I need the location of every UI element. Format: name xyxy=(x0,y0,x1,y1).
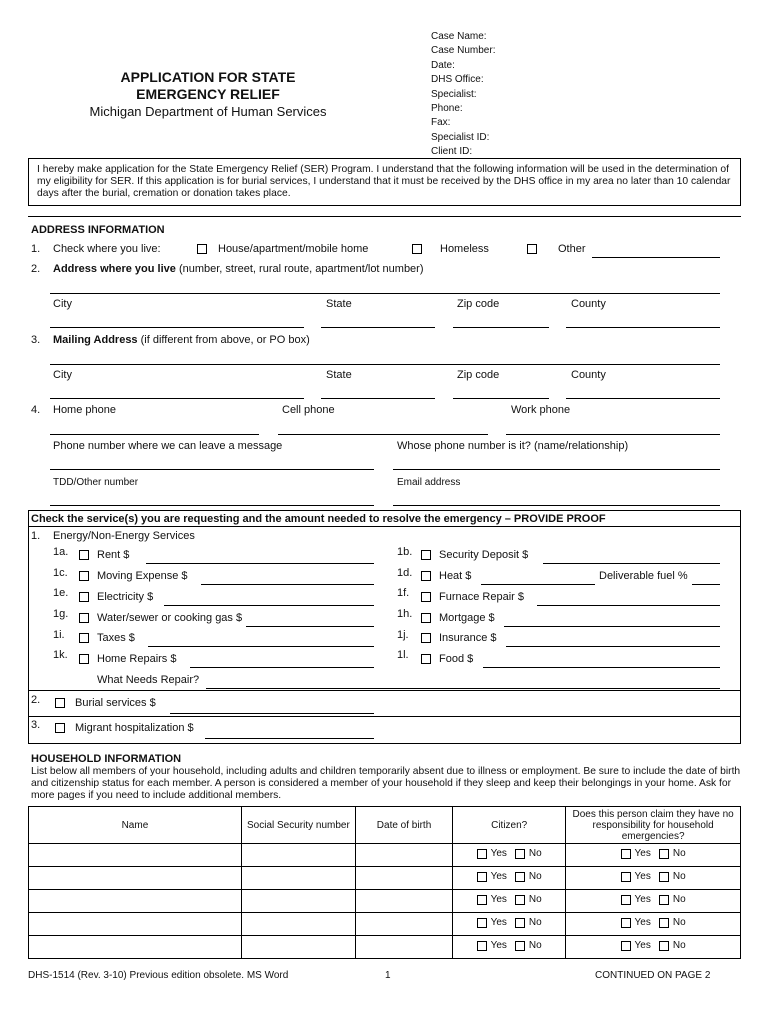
what-repair-input[interactable] xyxy=(206,688,720,689)
service-code-1g: 1g. xyxy=(53,608,69,620)
furnace-amount-input[interactable] xyxy=(537,605,720,606)
other-label: Other xyxy=(558,243,586,255)
citizen-no-checkbox[interactable] xyxy=(515,895,525,905)
mail-city-label: City xyxy=(53,369,72,381)
member-name-cell[interactable] xyxy=(29,844,242,867)
migrant-amount-input[interactable] xyxy=(205,738,374,739)
q3-label-bold: Mailing Address xyxy=(53,334,138,346)
responsibility-yes-option[interactable] xyxy=(621,871,651,882)
rent-amount-input[interactable] xyxy=(146,563,374,564)
services-heading-divider xyxy=(28,526,741,527)
service-code-1e: 1e. xyxy=(53,587,69,599)
home-phone-label: Home phone xyxy=(53,404,116,416)
citizen-yes-option[interactable] xyxy=(477,917,507,928)
citizen-yes-option[interactable] xyxy=(477,848,507,859)
home-repairs-label: Home Repairs $ xyxy=(97,653,177,665)
member-dob-cell[interactable] xyxy=(355,867,452,890)
col-citizen: Citizen? xyxy=(453,807,566,844)
q3-number: 3. xyxy=(31,334,41,346)
taxes-label: Taxes $ xyxy=(97,632,135,644)
fax-label: Fax: xyxy=(431,117,451,128)
citizen-no-label: No xyxy=(528,871,542,883)
q1-label: Check where you live: xyxy=(53,243,161,255)
responsibility-no-checkbox[interactable] xyxy=(659,941,669,951)
responsibility-no-label: No xyxy=(672,848,686,860)
taxes-checkbox[interactable] xyxy=(79,633,89,643)
citizen-yes-checkbox[interactable] xyxy=(477,918,487,928)
service-code-1h: 1h. xyxy=(397,608,413,620)
citizen-no-option[interactable] xyxy=(515,917,542,928)
member-ssn-cell[interactable] xyxy=(241,913,355,936)
responsibility-no-label: No xyxy=(672,917,686,929)
moving-checkbox[interactable] xyxy=(79,571,89,581)
citizen-no-label: No xyxy=(528,917,542,929)
energy-label: Energy/Non-Energy Services xyxy=(53,530,195,542)
responsibility-yes-option[interactable] xyxy=(621,940,651,951)
citizen-no-checkbox[interactable] xyxy=(515,918,525,928)
burial-number: 2. xyxy=(31,694,41,706)
citizen-no-option[interactable] xyxy=(515,848,542,859)
citizen-yes-label: Yes xyxy=(490,894,507,906)
q3-label-rest: (if different from above, or PO box) xyxy=(140,334,310,346)
citizen-no-label: No xyxy=(528,940,542,952)
energy-number: 1. xyxy=(31,530,41,542)
security-deposit-label: Security Deposit $ xyxy=(439,549,529,561)
city-input[interactable] xyxy=(50,327,304,328)
service-code-1d: 1d. xyxy=(397,567,413,579)
citizen-yes-option[interactable] xyxy=(477,871,507,882)
home-repairs-amount-input[interactable] xyxy=(190,667,374,668)
responsibility-yes-label: Yes xyxy=(634,871,651,883)
citizen-yes-option[interactable] xyxy=(477,894,507,905)
col-responsibility: Does this person claim they have no responsibility for household emergencies? xyxy=(566,807,741,844)
continued-note: CONTINUED ON PAGE 2 xyxy=(595,970,711,981)
mail-state-label: State xyxy=(326,369,352,381)
furnace-label: Furnace Repair $ xyxy=(439,591,524,603)
specialist-id-label: Specialist ID: xyxy=(431,132,490,143)
burial-amount-input[interactable] xyxy=(170,713,374,714)
migrant-number: 3. xyxy=(31,719,41,731)
state-label: State xyxy=(326,298,352,310)
q2-label-rest: (number, street, rural route, apartment/lot number) xyxy=(178,263,424,275)
intro-statement: I hereby make application for the State Emergency Relief (SER) Program. I understand that the following information will be used in the determination of my eligibility for SER. If this application is for burial services, I understand that it must be received by the DHS office in my area no later than 10 calendar days after the burial, cremation or donation takes place. xyxy=(28,158,741,206)
responsibility-cell xyxy=(566,936,741,959)
what-repair-label: What Needs Repair? xyxy=(97,674,200,686)
specialist-label: Specialist: xyxy=(431,89,477,100)
insurance-label: Insurance $ xyxy=(439,632,497,644)
citizen-yes-checkbox[interactable] xyxy=(477,872,487,882)
home-repairs-checkbox[interactable] xyxy=(79,654,89,664)
food-checkbox[interactable] xyxy=(421,654,431,664)
other-input[interactable] xyxy=(592,257,720,258)
tdd-label: TDD/Other number xyxy=(53,477,139,488)
household-row xyxy=(29,913,741,936)
migrant-checkbox[interactable] xyxy=(55,723,65,733)
household-row xyxy=(29,936,741,959)
case-name-label: Case Name: xyxy=(431,31,487,42)
message-phone-input[interactable] xyxy=(50,469,374,470)
responsibility-no-option[interactable] xyxy=(659,940,686,951)
service-code-1a: 1a. xyxy=(53,546,69,558)
service-code-1l: 1l. xyxy=(397,649,409,661)
electricity-checkbox[interactable] xyxy=(79,592,89,602)
responsibility-no-checkbox[interactable] xyxy=(659,895,669,905)
services-divider-2 xyxy=(28,716,741,717)
deliverable-fuel-input[interactable] xyxy=(692,584,720,585)
food-amount-input[interactable] xyxy=(483,667,720,668)
service-code-1b: 1b. xyxy=(397,546,413,558)
responsibility-yes-option[interactable] xyxy=(621,848,651,859)
county-label: County xyxy=(571,298,606,310)
case-number-label: Case Number: xyxy=(431,45,496,56)
member-dob-cell[interactable] xyxy=(355,890,452,913)
email-input[interactable] xyxy=(393,505,720,506)
security-deposit-amount-input[interactable] xyxy=(543,563,720,564)
phone-label: Phone: xyxy=(431,103,463,114)
form-title-line2: EMERGENCY RELIEF xyxy=(136,86,280,102)
member-ssn-cell[interactable] xyxy=(241,936,355,959)
address-heading: ADDRESS INFORMATION xyxy=(31,224,165,236)
responsibility-yes-label: Yes xyxy=(634,894,651,906)
service-code-1i: 1i. xyxy=(53,629,65,641)
responsibility-yes-checkbox[interactable] xyxy=(621,872,631,882)
service-code-1k: 1k. xyxy=(53,649,68,661)
homeless-checkbox[interactable] xyxy=(412,244,422,254)
mail-county-label: County xyxy=(571,369,606,381)
form-title-line1: APPLICATION FOR STATE xyxy=(120,69,296,85)
date-label: Date: xyxy=(431,60,455,71)
responsibility-yes-option[interactable] xyxy=(621,894,651,905)
responsibility-yes-checkbox[interactable] xyxy=(621,918,631,928)
whose-phone-label: Whose phone number is it? (name/relationship) xyxy=(397,440,629,452)
address-section xyxy=(28,216,741,509)
house-checkbox[interactable] xyxy=(197,244,207,254)
responsibility-no-label: No xyxy=(672,940,686,952)
mortgage-checkbox[interactable] xyxy=(421,613,431,623)
responsibility-no-option[interactable] xyxy=(659,848,686,859)
insurance-amount-input[interactable] xyxy=(506,646,720,647)
responsibility-yes-checkbox[interactable] xyxy=(621,849,631,859)
responsibility-no-checkbox[interactable] xyxy=(659,918,669,928)
state-input[interactable] xyxy=(321,327,435,328)
deliverable-fuel-label: Deliverable fuel % xyxy=(599,570,688,582)
household-row xyxy=(29,844,741,867)
county-input[interactable] xyxy=(566,327,720,328)
home-phone-input[interactable] xyxy=(50,434,259,435)
citizen-cell xyxy=(453,867,566,890)
member-name-cell[interactable] xyxy=(29,913,242,936)
responsibility-no-option[interactable] xyxy=(659,894,686,905)
member-ssn-cell[interactable] xyxy=(241,890,355,913)
household-row xyxy=(29,890,741,913)
taxes-amount-input[interactable] xyxy=(148,646,374,647)
citizen-cell xyxy=(453,890,566,913)
household-table xyxy=(28,806,741,959)
responsibility-no-option[interactable] xyxy=(659,871,686,882)
burial-checkbox[interactable] xyxy=(55,698,65,708)
heat-label: Heat $ xyxy=(439,570,472,582)
responsibility-no-checkbox[interactable] xyxy=(659,849,669,859)
moving-label: Moving Expense $ xyxy=(97,570,188,582)
city-label: City xyxy=(53,298,72,310)
citizen-yes-label: Yes xyxy=(490,871,507,883)
responsibility-yes-checkbox[interactable] xyxy=(621,895,631,905)
water-checkbox[interactable] xyxy=(79,613,89,623)
cell-phone-label: Cell phone xyxy=(282,404,335,416)
col-ssn: Social Security number xyxy=(241,807,355,844)
service-code-1f: 1f. xyxy=(397,587,410,599)
tdd-input[interactable] xyxy=(50,505,374,506)
member-dob-cell[interactable] xyxy=(355,844,452,867)
water-label: Water/sewer or cooking gas $ xyxy=(97,612,243,624)
citizen-no-option[interactable] xyxy=(515,894,542,905)
member-ssn-cell[interactable] xyxy=(241,844,355,867)
food-label: Food $ xyxy=(439,653,474,665)
q2-label-bold: Address where you live xyxy=(53,263,176,275)
responsibility-yes-label: Yes xyxy=(634,940,651,952)
moving-amount-input[interactable] xyxy=(201,584,374,585)
citizen-no-checkbox[interactable] xyxy=(515,872,525,882)
furnace-checkbox[interactable] xyxy=(421,592,431,602)
message-phone-label: Phone number where we can leave a message xyxy=(53,440,283,452)
member-dob-cell[interactable] xyxy=(355,913,452,936)
mail-county-input[interactable] xyxy=(566,398,720,399)
responsibility-no-option[interactable] xyxy=(659,917,686,928)
mortgage-amount-input[interactable] xyxy=(504,626,720,627)
rent-checkbox[interactable] xyxy=(79,550,89,560)
electricity-amount-input[interactable] xyxy=(164,605,374,606)
page-number: 1 xyxy=(385,970,391,981)
heat-amount-input[interactable] xyxy=(481,584,595,585)
water-amount-input[interactable] xyxy=(246,626,374,627)
household-row xyxy=(29,867,741,890)
dhs-office-label: DHS Office: xyxy=(431,74,484,85)
burial-label: Burial services $ xyxy=(75,697,156,709)
cell-phone-input[interactable] xyxy=(278,434,488,435)
member-name-cell[interactable] xyxy=(29,867,242,890)
responsibility-no-label: No xyxy=(672,894,686,906)
col-dob: Date of birth xyxy=(355,807,452,844)
citizen-no-option[interactable] xyxy=(515,940,542,951)
member-name-cell[interactable] xyxy=(29,890,242,913)
citizen-no-checkbox[interactable] xyxy=(515,849,525,859)
zip-label: Zip code xyxy=(457,298,500,310)
homeless-label: Homeless xyxy=(440,243,489,255)
col-name: Name xyxy=(29,807,242,844)
whose-phone-input[interactable] xyxy=(393,469,720,470)
electricity-label: Electricity $ xyxy=(97,591,154,603)
member-ssn-cell[interactable] xyxy=(241,867,355,890)
client-id-label: Client ID: xyxy=(431,146,473,157)
citizen-yes-checkbox[interactable] xyxy=(477,895,487,905)
household-heading: HOUSEHOLD INFORMATION xyxy=(31,753,182,765)
mail-zip-label: Zip code xyxy=(457,369,500,381)
citizen-no-option[interactable] xyxy=(515,871,542,882)
citizen-no-checkbox[interactable] xyxy=(515,941,525,951)
email-label: Email address xyxy=(397,477,461,488)
street-address-input[interactable] xyxy=(50,293,720,294)
department-name: Michigan Department of Human Services xyxy=(89,104,327,119)
heat-checkbox[interactable] xyxy=(421,571,431,581)
citizen-yes-label: Yes xyxy=(490,940,507,952)
responsibility-cell xyxy=(566,913,741,936)
citizen-yes-option[interactable] xyxy=(477,940,507,951)
q1-number: 1. xyxy=(31,243,41,255)
form-id: DHS-1514 (Rev. 3-10) Previous edition obsolete. MS Word xyxy=(28,970,289,981)
insurance-checkbox[interactable] xyxy=(421,633,431,643)
mortgage-label: Mortgage $ xyxy=(439,612,495,624)
responsibility-yes-checkbox[interactable] xyxy=(621,941,631,951)
mail-zip-input[interactable] xyxy=(453,398,549,399)
rent-label: Rent $ xyxy=(97,549,130,561)
responsibility-yes-label: Yes xyxy=(634,848,651,860)
citizen-yes-label: Yes xyxy=(490,917,507,929)
citizen-cell xyxy=(453,844,566,867)
household-description: List below all members of your household, including adults and children temporarily absent due to illness or employment. Be sure to include the date of birth and citizenship status for each member. A person is considered a member of your household if they sleep and keep their belongings in your home. Ask for more pages if you need to include additional members. xyxy=(31,766,741,801)
service-code-1c: 1c. xyxy=(53,567,68,579)
q2-number: 2. xyxy=(31,263,41,275)
citizen-yes-checkbox[interactable] xyxy=(477,849,487,859)
zip-input[interactable] xyxy=(453,327,549,328)
other-checkbox[interactable] xyxy=(527,244,537,254)
responsibility-cell xyxy=(566,844,741,867)
citizen-yes-label: Yes xyxy=(490,848,507,860)
citizen-no-label: No xyxy=(528,894,542,906)
citizen-no-label: No xyxy=(528,848,542,860)
citizen-cell xyxy=(453,913,566,936)
citizen-cell xyxy=(453,936,566,959)
q4-number: 4. xyxy=(31,404,41,416)
services-divider-1 xyxy=(28,690,741,691)
member-name-cell[interactable] xyxy=(29,936,242,959)
responsibility-yes-option[interactable] xyxy=(621,917,651,928)
services-heading: Check the service(s) you are requesting and the amount needed to resolve the emergency – PROVIDE PROOF xyxy=(31,513,606,525)
responsibility-cell xyxy=(566,867,741,890)
migrant-label: Migrant hospitalization $ xyxy=(75,722,194,734)
responsibility-yes-label: Yes xyxy=(634,917,651,929)
responsibility-cell xyxy=(566,890,741,913)
work-phone-label: Work phone xyxy=(511,404,571,416)
security-deposit-checkbox[interactable] xyxy=(421,550,431,560)
citizen-yes-checkbox[interactable] xyxy=(477,941,487,951)
mailing-address-input[interactable] xyxy=(50,364,720,365)
mail-state-input[interactable] xyxy=(321,398,435,399)
responsibility-no-checkbox[interactable] xyxy=(659,872,669,882)
responsibility-no-label: No xyxy=(672,871,686,883)
house-label: House/apartment/mobile home xyxy=(218,243,369,255)
mail-city-input[interactable] xyxy=(50,398,304,399)
work-phone-input[interactable] xyxy=(506,434,720,435)
service-code-1j: 1j. xyxy=(397,629,409,641)
member-dob-cell[interactable] xyxy=(355,936,452,959)
